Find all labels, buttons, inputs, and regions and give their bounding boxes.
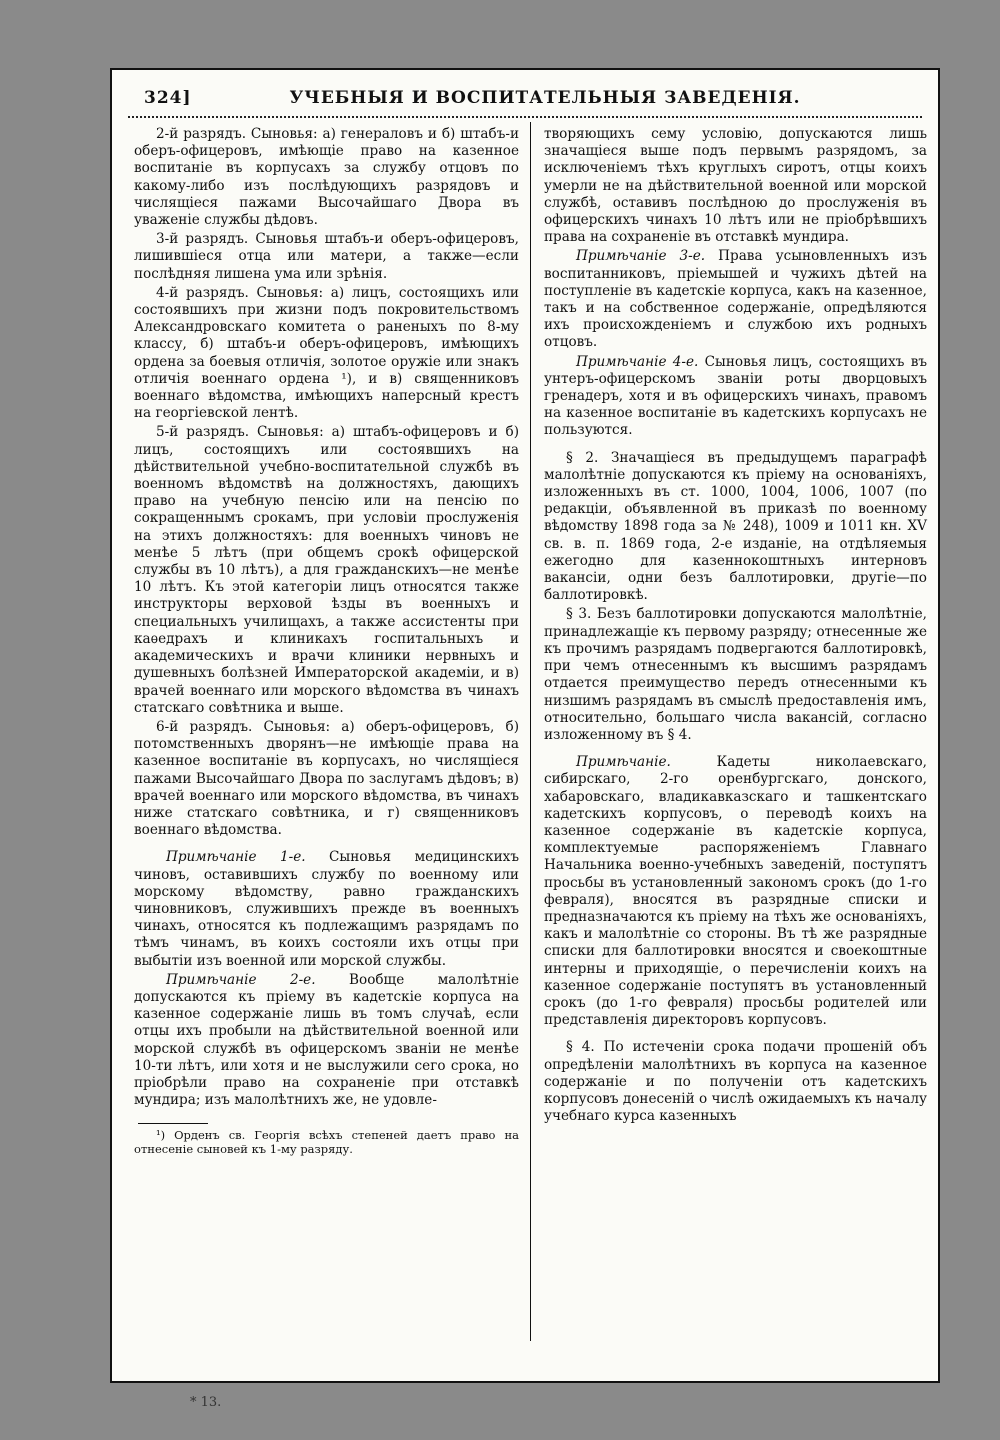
paragraph-continued: творяющихъ сему условію, допускаются лишь значащіеся выше подъ первымъ разрядомъ, за исключеніемъ тѣхъ круглыхъ сиротъ, отцы коихъ умерли не на дѣйствительной военной или морской службѣ, оставивъ послѣдною до прослуженія въ офицерскихъ чинахъ 10 лѣтъ или не пріобрѣвшихъ права на сохраненіе въ отставкѣ мундира.	[544, 126, 927, 246]
book-page	[110, 68, 940, 1383]
note-2	[134, 972, 519, 1110]
footnote: ¹) Орденъ св. Георгія всѣхъ степеней даетъ право на отнесеніе сыновей къ 1-му разряду.	[134, 1128, 519, 1157]
left-column	[134, 126, 519, 1369]
note-1-text: Сыновья медицинскихъ чиновъ, оставившихъ службу по военному или морскому вѣдомству, равно гражданскихъ чиновниковъ, служившихъ прежде въ военныхъ чинахъ, относятся къ подлежащимъ разрядамъ по тѣмъ чинамъ, въ коихъ состояли ихъ отцы при выбытіи изъ военной или морской службы.	[134, 849, 519, 969]
header-rule	[128, 116, 922, 124]
note-section-3-text: Кадеты николаевскаго, сибирскаго, 2-го оренбургскаго, донского, хабаровскаго, владикавказскаго и ташкентскаго кадетскихъ корпусовъ, о переводѣ коихъ на казенное содержаніе въ кадетскіе корпуса, комплектуемые распоряженіемъ Главнаго Начальника военно-учебныхъ заведеній, поступятъ просьбы въ установленный закономъ срокъ (до 1-го февраля), вносятся въ разрядные списки и предназначаются къ пріему на тѣхъ же основаніяхъ, какъ и малолѣтніе со стороны. Въ тѣ же разрядные списки для баллотировки вносятся и своекоштные интерны и приходящіе, о перечисленіи коихъ на казенное содержаніе поступятъ въ установленный срокъ (до 1-го февраля) просьбы родителей или представленія директоровъ корпусовъ.	[544, 754, 927, 1029]
note-3-label: Примѣчаніе 3-е.	[576, 248, 706, 265]
running-head: УЧЕБНЫЯ И ВОСПИТАТЕЛЬНЫЯ ЗАВЕДЕНІЯ.	[289, 88, 801, 108]
note-2-label: Примѣчаніе 2-е.	[166, 971, 316, 988]
section-4: § 4. По истеченіи срока подачи прошеній объ опредѣленіи малолѣтнихъ въ корпуса на казенное содержаніе и по полученіи отъ кадетскихъ корпусовъ донесеній о числѣ ожидаемыхъ къ началу учебнаго курса казенныхъ	[544, 1039, 927, 1125]
note-4	[544, 354, 927, 440]
section-3: § 3. Безъ баллотировки допускаются малолѣтніе, принадлежащіе къ первому разряду; отнесенные же къ прочимъ разрядамъ подвергаются баллотировкѣ, при чемъ отнесеннымъ къ высшимъ разрядамъ отдается преимущество передъ отнесенными къ низшимъ разрядамъ въ смыслѣ предоставленія имъ, относительно, большаго числа вакансій, согласно изложенному въ § 4.	[544, 606, 927, 743]
note-2-text: Вообще малолѣтніе допускаются къ пріему въ кадетскіе корпуса на казенное содержаніе лишь въ томъ случаѣ, если отцы ихъ пробыли на дѣйствительной военной или морской службѣ въ офицерскомъ званіи не менѣе 10-ти лѣтъ, или хотя и не выслужили сего срока, но пріобрѣли право на сохраненіе при отставкѣ мундира; изъ малолѣтнихъ же, не удовле-	[134, 971, 520, 1109]
paragraph-rank-4: 4-й разрядъ. Сыновья: а) лицъ, состоящихъ или состоявшихъ при жизни подъ покровительствомъ Александровскаго комитета о раненыхъ по 8-му классу, б) штабъ-и оберъ-офицеровъ, имѣющихъ ордена за боевыя отличія, золотое оружіе или знакъ отличія военнаго ордена ¹), и в) священниковъ военнаго вѣдомства, имѣющихъ наперсный крестъ на георгіевской лентѣ.	[134, 284, 519, 422]
paragraph-rank-5: 5-й разрядъ. Сыновья: а) штабъ-офицеровъ и б) лицъ, состоящихъ или состоявшихъ на дѣйствительной учебно-воспитательной службѣ въ военномъ вѣдомствѣ на должностяхъ, дающихъ право на учебную пенсію или на пенсію по сокращеннымъ срокамъ, при условіи прослуженія на этихъ должностяхъ: для военныхъ чиновъ не менѣе 5 лѣтъ (при общемъ срокѣ офицерской службы въ 10 лѣтъ), а для гражданскихъ—не менѣе 10 лѣтъ. Къ этой категоріи лицъ относятся также инструкторы верховой ѣзды въ военныхъ и специальныхъ училищахъ, а также ассистенты при каѳедрахъ и клиникахъ госпитальныхъ и академическихъ и врачи клиники нервныхъ и душевныхъ болѣзней Императорской академіи, и в) врачей военнаго или морского вѣдомства въ чинахъ статскаго совѣтника и выше.	[134, 424, 519, 716]
paragraph-rank-6: 6-й разрядъ. Сыновья: а) оберъ-офицеровъ, б) потомственныхъ дворянъ—не имѣющіе права на казенное воспитаніе въ корпусахъ, но числящіеся пажами Высочайшаго Двора по заслугамъ дѣдовъ; в) врачей военнаго или морского вѣдомства, въ чинахъ ниже статскаго совѣтника, и г) священниковъ военнаго вѣдомства.	[134, 718, 519, 839]
note-1-label: Примѣчаніе 1-е.	[166, 849, 306, 866]
footnote-rule	[138, 1123, 208, 1124]
section-2: § 2. Значащіеся въ предыдущемъ параграфѣ малолѣтніе допускаются къ пріему на основаніяхъ, изложенныхъ въ ст. 1000, 1004, 1006, 1007 (по редакціи, объявленной въ приказѣ по военному вѣдомству 1898 года за № 248), 1009 и 1011 кн. XV св. в. п. 1869 года, 2-е изданіе, на отдѣляемыя ежегодно для казеннокоштныхъ интерновъ вакансіи, одни безъ баллотировки, другіе—по баллотировкѣ.	[544, 449, 927, 604]
note-3-text: Права усыновленныхъ изъ воспитанниковъ, пріемышей и чужихъ дѣтей на поступленіе въ кадетскіе корпуса, какъ на казенное, такъ и на собственное содержаніе, опредѣляются ихъ происхожденіемъ и службою ихъ родныхъ отцовъ.	[544, 248, 927, 351]
note-3	[544, 248, 927, 351]
right-column	[544, 126, 927, 1369]
note-1	[134, 849, 519, 969]
page-number: 324]	[144, 88, 192, 108]
note-4-text: Сыновья лицъ, состоящихъ въ унтеръ-офицерскомъ званіи роты дворцовыхъ гренадеръ, хотя и въ офицерскихъ чинахъ, правомъ на казенное воспитаніе въ кадетскихъ корпусахъ не пользуются.	[544, 353, 927, 439]
column-divider	[530, 122, 531, 1341]
note-section-3-label: Примѣчаніе.	[576, 754, 671, 771]
page-stamp: * 13.	[190, 1395, 222, 1410]
note-section-3	[544, 754, 927, 1029]
page-header	[130, 84, 920, 114]
note-4-label: Примѣчаніе 4-е.	[576, 353, 699, 370]
paragraph-rank-3: 3-й разрядъ. Сыновья штабъ-и оберъ-офицеровъ, лишившіеся отца или матери, а также—если послѣдняя лишена ума или зрѣнія.	[134, 231, 519, 282]
paragraph-rank-2: 2-й разрядъ. Сыновья: а) генераловъ и б) штабъ-и оберъ-офицеровъ, имѣющіе право на казенное воспитаніе въ корпусахъ за службу отцовъ по какому-либо изъ послѣдующихъ разрядовъ и числящіеся пажами Высочайшаго Двора въ уваженіе службы дѣдовъ.	[134, 126, 519, 229]
